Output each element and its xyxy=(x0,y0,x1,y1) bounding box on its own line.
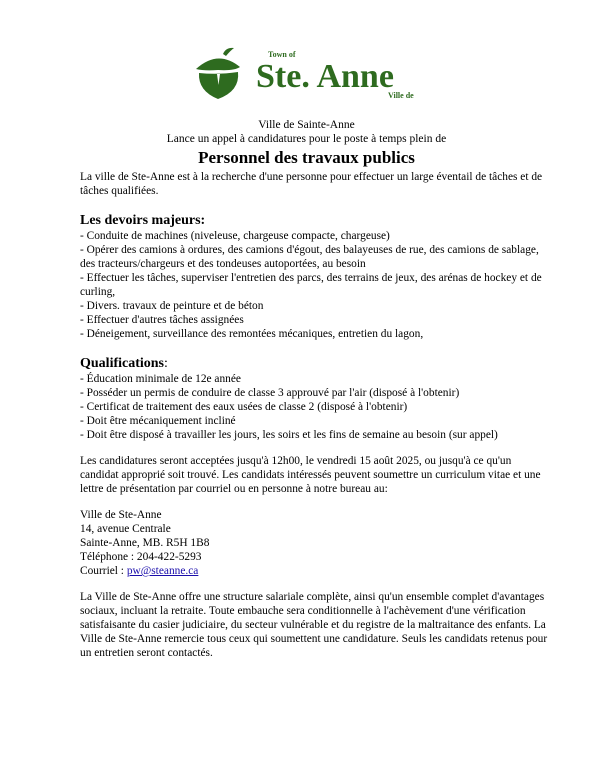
application-paragraph: Les candidatures seront acceptées jusqu'à 12h00, le vendredi 15 août 2025, ou jusqu'à ce qu'un candidat approprié soit trouvé. Les candidats intéressés peuvent soumettre un curriculum vitae et une lettre de présentation par courriel ou en personne à notre bureau au: xyxy=(80,455,541,495)
list-item: - Effectuer d'autres tâches assignées xyxy=(80,314,244,326)
address-block xyxy=(80,508,550,578)
list-item: - Divers. travaux de peinture et de béton xyxy=(80,300,264,312)
duties-heading: Les devoirs majeurs: xyxy=(80,213,206,228)
qualifications-heading xyxy=(80,355,550,372)
job-title: Personnel des travaux publics xyxy=(198,148,415,167)
org-name: Ville de Sainte-Anne xyxy=(258,119,355,131)
acorn-icon xyxy=(190,45,440,105)
list-item: - Doit être mécaniquement incliné xyxy=(80,415,236,427)
phone-line: Téléphone : 204-422-5293 xyxy=(80,551,202,563)
qualifications-heading-colon: : xyxy=(164,356,168,371)
list-item: - Opérer des camions à ordures, des camions d'égout, des balayeuses de rue, des camions de sablage, des tracteurs/chargeurs et des tondeuses autoportées, au besoin xyxy=(80,244,539,270)
closing-paragraph: La Ville de Ste-Anne offre une structure salariale complète, ainsi qu'un ensemble complet d'avantages sociaux, incluant la retraite. Toute embauche sera conditionnelle à l'achèvement d'une vérification satisfaisante du casier judiciaire, du secteur vulnérable et du registre de la maltraitance des enfants. La Ville de Ste-Anne remercie tous ceux qui soumettent une candidature. Seuls les candidats retenus pour un entretien seront contactés. xyxy=(80,591,548,659)
subtitle: Lance un appel à candidatures pour le poste à temps plein de xyxy=(166,133,447,145)
email-label: Courriel : xyxy=(80,565,127,577)
town-logo xyxy=(190,45,440,105)
logo-ste-anne: Ste. Anne xyxy=(256,58,394,95)
list-item: - Certificat de traitement des eaux usées de classe 2 (disposé à l'obtenir) xyxy=(80,401,408,413)
list-item: - Effectuer les tâches, superviser l'entretien des parcs, des terrains de jeux, des arénas de hockey et de curling, xyxy=(80,272,542,298)
list-item: - Conduite de machines (niveleuse, chargeuse compacte, chargeuse) xyxy=(80,230,390,242)
address-line: 14, avenue Centrale xyxy=(80,523,171,535)
intro-paragraph: La ville de Ste-Anne est à la recherche d'une personne pour effectuer un large éventail de tâches et de tâches qualifiées. xyxy=(80,171,543,197)
list-item: - Posséder un permis de conduire de classe 3 approuvé par l'air (disposé à l'obtenir) xyxy=(80,387,460,399)
email-line xyxy=(80,564,550,578)
email-link[interactable]: pw@steanne.ca xyxy=(126,565,199,577)
qualifications-heading-text: Qualifications xyxy=(80,356,165,371)
qualifications-list xyxy=(80,372,550,442)
logo-town-of: Town of xyxy=(268,50,296,59)
logo-ville-de: Ville de xyxy=(388,91,414,100)
document-body xyxy=(80,170,550,660)
list-item: - Doit être disposé à travailler les jours, les soirs et les fins de semaine au besoin (sur appel) xyxy=(80,429,498,441)
list-item: - Éducation minimale de 12e année xyxy=(80,373,241,385)
list-item: - Déneigement, surveillance des remontées mécaniques, entretien du lagon, xyxy=(80,328,424,340)
duties-list xyxy=(80,229,550,341)
address-line: Ville de Ste-Anne xyxy=(80,509,162,521)
address-line: Sainte-Anne, MB. R5H 1B8 xyxy=(80,537,210,549)
